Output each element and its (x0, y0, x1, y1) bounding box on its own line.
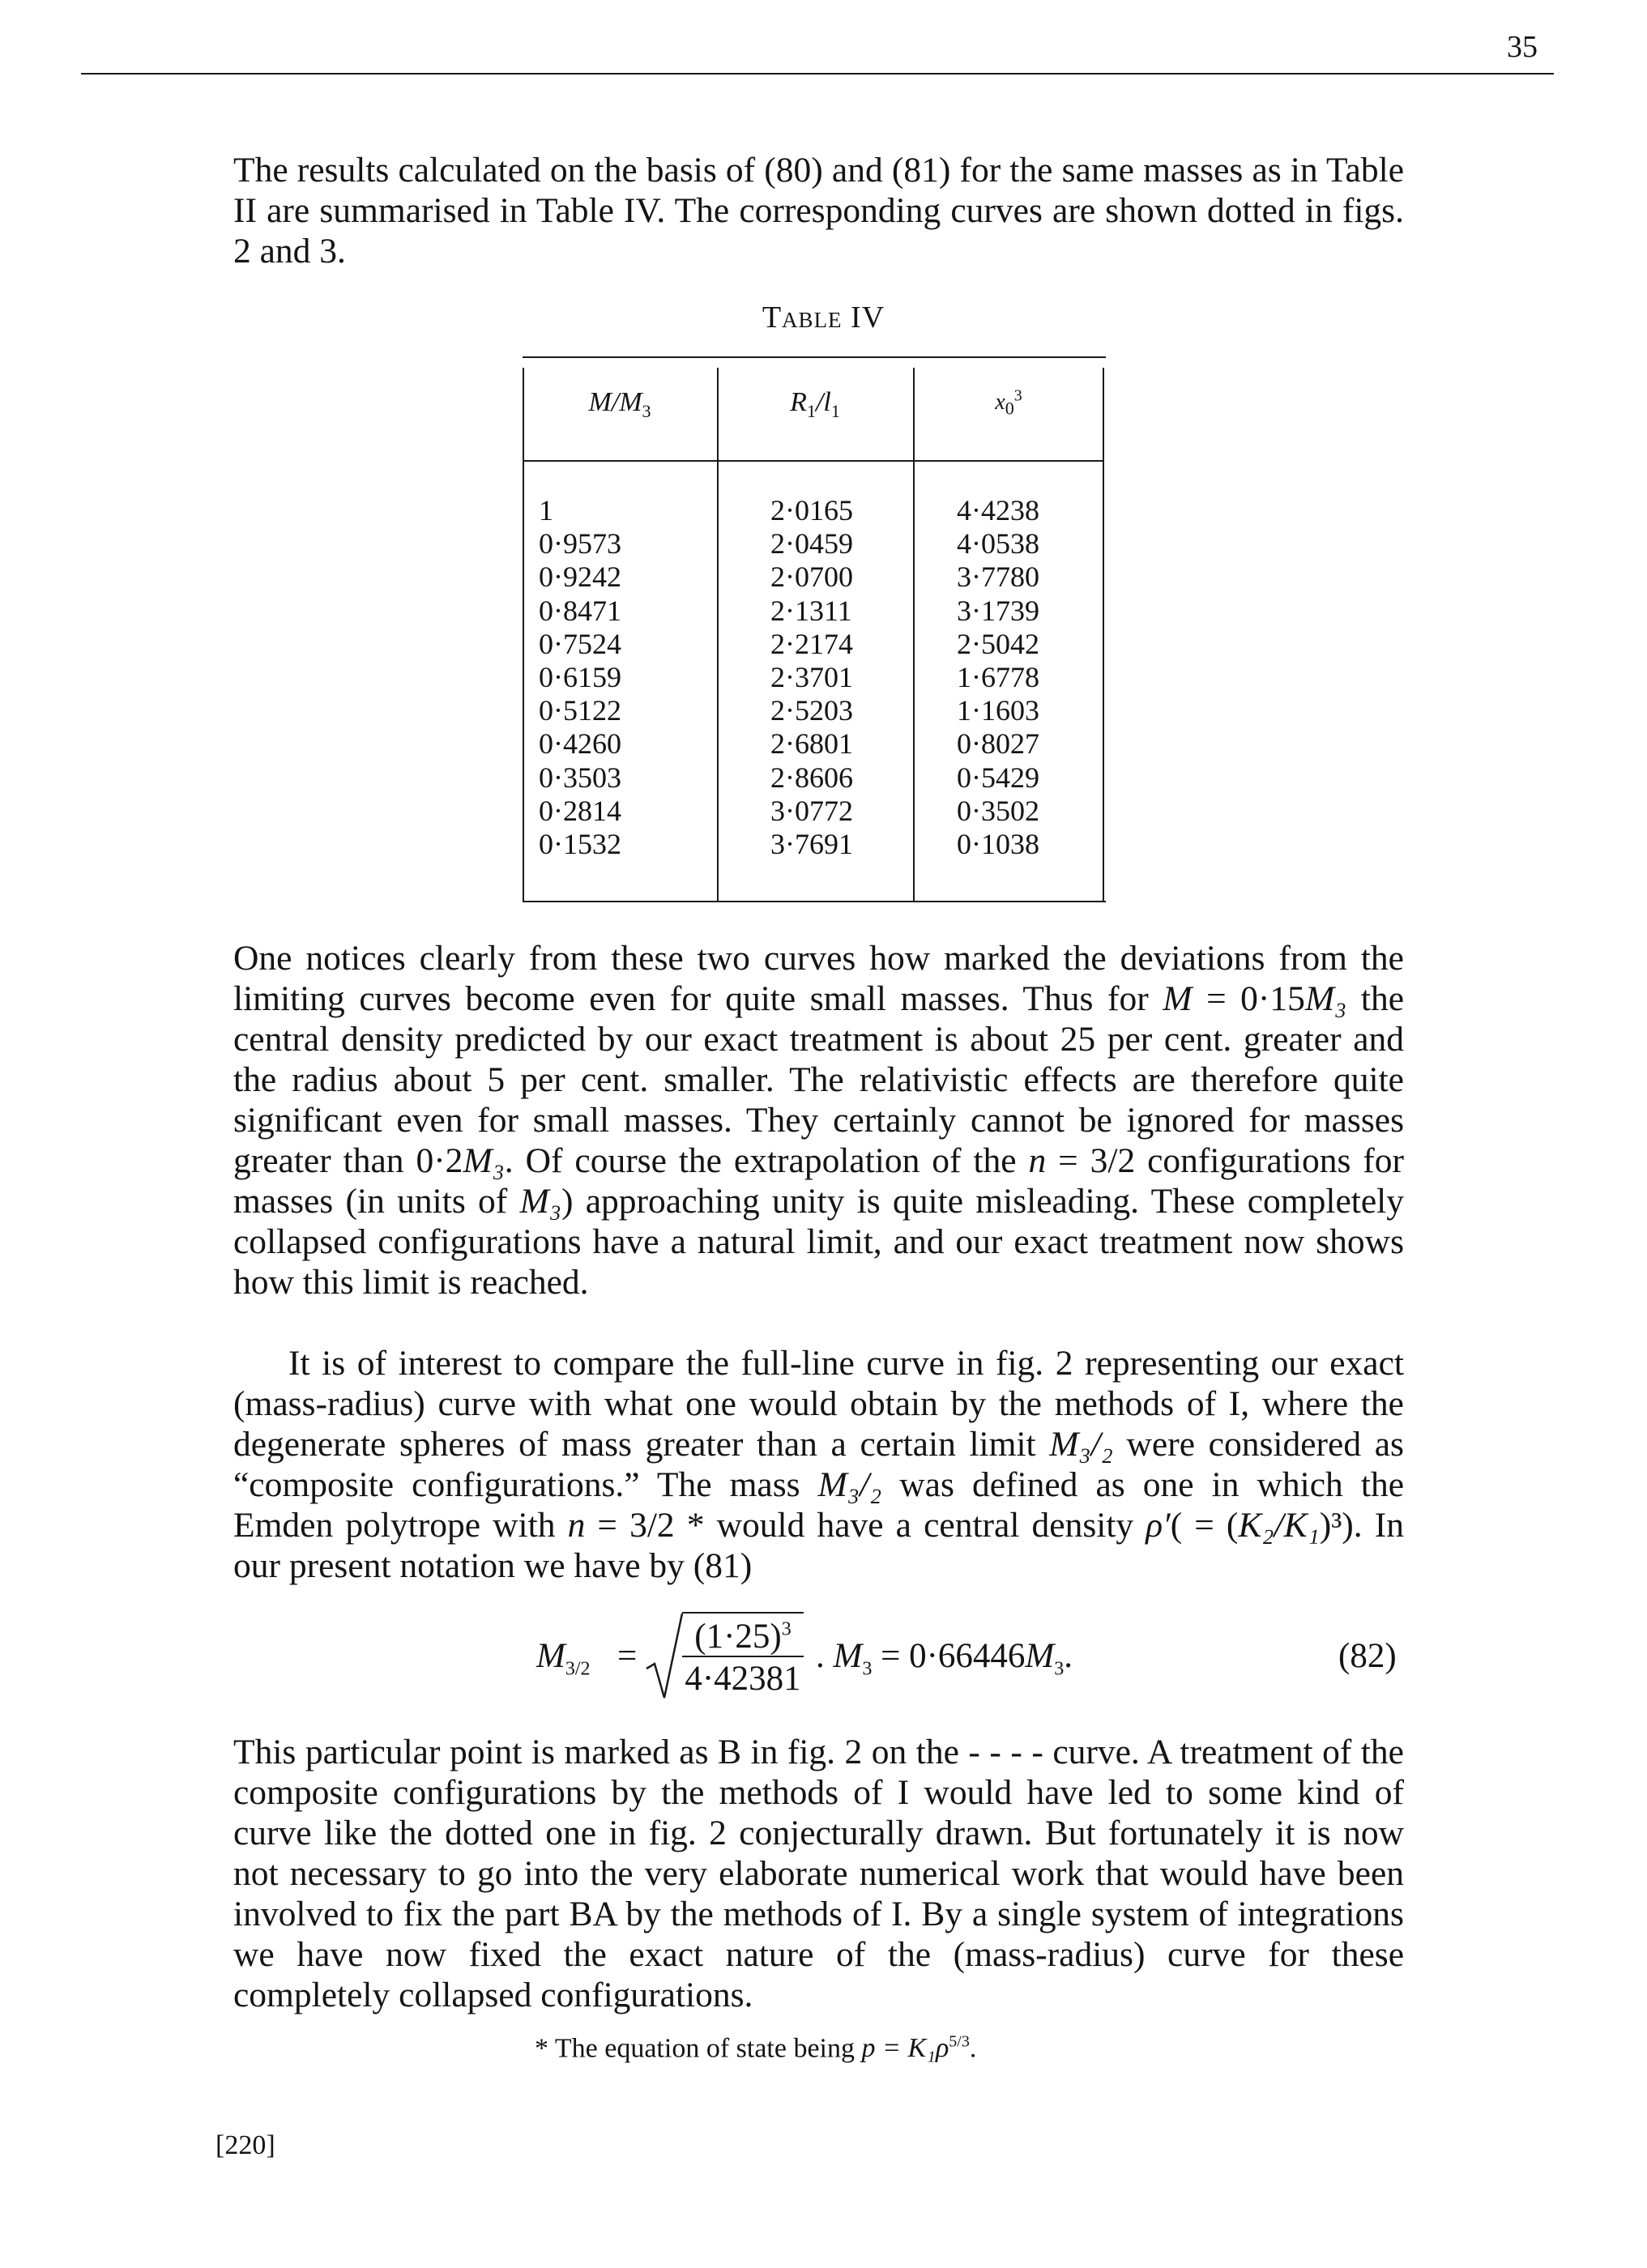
paragraph-deviations: One notices clearly from these two curves how marked the deviations from the limiting curves become even for quite small masses. Thus for M = 0·15M₃ the central density predicted by our exact treatment is about 25 per cent. greater and the radius about 5 per cent. smaller. The relativistic effects are therefore quite significant even for small masses. They certainly cannot be ignored for masses greater than 0·2M₃. Of course the extrapolation of the n = 3/2 configurations for masses (in units of M₃) approaching unity is quite misleading. These completely collapsed configurations have a natural limit, and our exact treatment now shows how this limit is reached. (233, 939, 1405, 1302)
table-cell: 0·6159 (539, 661, 621, 694)
table-cell: 4·0538 (957, 527, 1039, 561)
table-cell: 3·7691 (770, 828, 853, 861)
equation-82 (536, 1612, 1411, 1709)
paragraph-composite: It is of interest to compare the full-line curve in fig. 2 representing our exact (mass-radius) curve with what one would obtain by the methods of I, where the degenerate spheres of mass greater than a certain limit M₃/₂ were considered as “composite configurations.” The mass M₃/₂ was defined as one in which the Emden polytrope with n = 3/2 * would have a central density ρ′( = (K₂/K₁)³). In our present notation we have by (81) (233, 1344, 1405, 1585)
table-cell: 3·1739 (957, 594, 1039, 627)
table-cell: 2·0459 (770, 527, 853, 561)
equation-number: (82) (1338, 1637, 1397, 1675)
table-cell: 2·2174 (770, 627, 853, 660)
column-radius-ratio (770, 494, 853, 861)
table-cell: 0·8471 (539, 594, 621, 627)
table-cell: 0·3503 (539, 761, 621, 794)
table-cell: 2·8606 (770, 761, 853, 794)
paragraph-point-b: This particular point is marked as B in fig. 2 on the - - - - curve. A treatment of the composite configurations by the methods of I would have led to some kind of curve like the dotted one in fig. 2 conjecturally drawn. But fortunately it is now not necessary to go into the very elaborate numerical work that would have been involved to fix the part BA by the methods of I. By a single system of integrations we have now fixed the exact nature of the (mass-radius) curve for these completely collapsed configurations. (233, 1733, 1404, 2014)
table-cell: 0·5122 (539, 694, 621, 727)
header-radius-ratio-text: $R_1/l_1$ (790, 387, 840, 421)
table-cell: 0·1038 (957, 828, 1039, 861)
equation-equals: = (617, 1637, 638, 1675)
footnote-marker: * (535, 2033, 548, 2064)
table-cell: 1·1603 (957, 694, 1039, 727)
table-cell: 2·3701 (770, 661, 853, 694)
table-cell: 2·5203 (770, 694, 853, 727)
column-x0-cubed (957, 494, 1039, 861)
table-cell: 4·4238 (957, 494, 1039, 526)
equation-numerator: $(1\cdot 25)^3$ (682, 1614, 804, 1657)
table-column-divider (717, 368, 719, 901)
table-border-left (523, 368, 524, 901)
table-cell: 0·2814 (539, 794, 621, 827)
square-root-icon (643, 1612, 684, 1701)
equation-fraction (682, 1612, 804, 1699)
equation-denominator: 4·42381 (685, 1660, 801, 1698)
table-cell: 1·6778 (957, 661, 1039, 694)
folio: [220] (215, 2130, 275, 2160)
table-cell: 0·9573 (539, 527, 621, 561)
footnote-formula: $p = K_1\rho^{5/3}$ (861, 2033, 970, 2064)
table-cell: 3·0772 (770, 794, 853, 827)
paragraph-intro: The results calculated on the basis of (80) and (81) for the same masses as in Table II are summarised in Table IV. The corresponding curves are shown dotted in figs. 2 and 3. (233, 151, 1404, 271)
equation-lhs: $M_{3/2}$ (536, 1637, 591, 1680)
footnote: * The equation of state being $p = K_1\rho^{5/3}$. (535, 2033, 977, 2064)
table-cell: 1 (539, 494, 553, 526)
table-cell: 2·1311 (770, 594, 852, 627)
table-column-divider (913, 368, 915, 901)
equation-rhs: . $M_3 = 0\cdot 66446M_3$. (816, 1637, 1073, 1680)
table-cell: 3·7780 (957, 561, 1039, 594)
table-border-right (1103, 368, 1104, 901)
table-caption-text: Table IV (762, 301, 885, 335)
table-caption (0, 300, 1647, 335)
table-cell: 0·8027 (957, 727, 1039, 761)
table-cell: 0·3502 (957, 794, 1039, 827)
page-number: 35 (1507, 30, 1538, 64)
header-mass-ratio-text: $M/M_3$ (588, 387, 651, 421)
table-cell: 0·5429 (957, 761, 1039, 794)
table-header-rule (523, 460, 1104, 462)
table-cell: 2·0165 (770, 494, 853, 526)
header-rule (81, 73, 1554, 75)
table-cell: 0·7524 (539, 627, 621, 660)
header-x0-cubed-text: $x_0^3$ (995, 387, 1022, 419)
table-cell: 2·0700 (770, 561, 853, 594)
table-cell: 0·4260 (539, 727, 621, 761)
header-mass-ratio (523, 387, 717, 422)
footnote-text: The equation of state being (554, 2033, 855, 2064)
table-iv (523, 356, 1106, 902)
table-cell: 2·6801 (770, 727, 853, 761)
table-cell: 0·9242 (539, 561, 621, 594)
table-cell: 0·1532 (539, 828, 621, 861)
header-x0-cubed (913, 387, 1104, 420)
header-radius-ratio (717, 387, 913, 422)
column-mass-ratio (539, 494, 621, 861)
table-cell: 2·5042 (957, 627, 1039, 660)
